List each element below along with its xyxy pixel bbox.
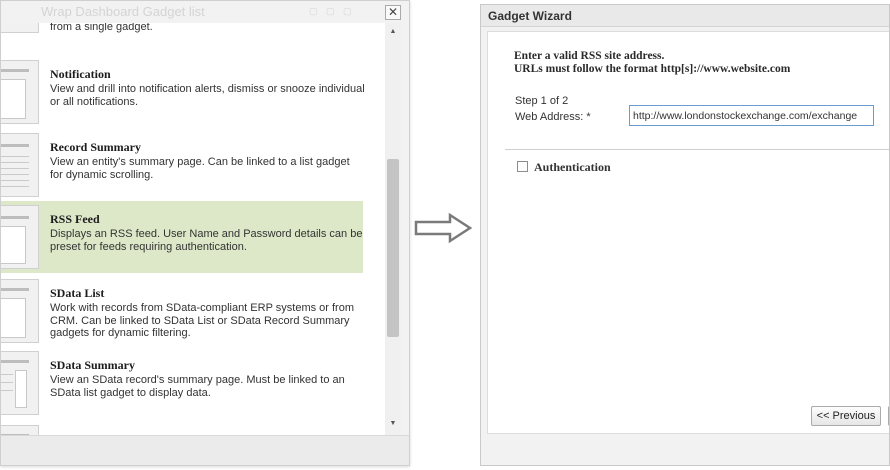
list-item[interactable] xyxy=(1,419,363,435)
gadget-description: from a single gadget. xyxy=(50,23,153,33)
wizard-instructions xyxy=(514,50,790,76)
gallery-footer xyxy=(1,435,410,466)
list-item[interactable] xyxy=(1,275,363,347)
list-item[interactable] xyxy=(1,129,363,201)
scroll-down-icon[interactable]: ▼ xyxy=(389,420,397,427)
wizard-titlebar xyxy=(481,5,890,27)
web-address-label: Web Address: * xyxy=(515,111,591,123)
gadget-gallery-window xyxy=(0,0,410,466)
gadget-description: Work with records from SData-compliant ERP systems or from CRM. Can be linked to SData List or SData Record Summary gadgets for dynamic filtering. xyxy=(50,302,355,339)
list-item[interactable] xyxy=(1,23,363,35)
gadget-title: SData List xyxy=(50,286,105,300)
instruction-line: Enter a valid RSS site address. xyxy=(514,50,665,62)
gadget-description: View an SData record's summary page. Must be linked to an SData list gadget to display data. xyxy=(50,374,345,399)
gadget-thumbnail xyxy=(1,23,39,33)
right-arrow-icon xyxy=(414,212,474,244)
gadget-title: RSS Feed xyxy=(50,212,100,226)
gadget-thumbnail xyxy=(1,351,39,415)
section-divider xyxy=(505,149,890,150)
authentication-label[interactable]: Authentication xyxy=(534,160,611,174)
gadget-description: View an entity's summary page. Can be linked to a list gadget for dynamic scrolling. xyxy=(50,156,350,181)
instruction-line: URLs must follow the format http[s]://www.website.com xyxy=(514,63,791,75)
wizard-body xyxy=(487,31,890,434)
gadget-title: Notification xyxy=(50,67,111,81)
gadget-thumbnail xyxy=(1,279,39,343)
gadget-description: View and drill into notification alerts, dismiss or snooze individual or all notifications. xyxy=(50,83,365,108)
gallery-scrollbar[interactable] xyxy=(385,23,401,435)
wizard-title: Gadget Wizard xyxy=(488,9,572,23)
list-item-rss-feed[interactable] xyxy=(1,201,363,273)
web-address-input[interactable] xyxy=(629,105,874,126)
list-item[interactable] xyxy=(1,347,363,419)
previous-button[interactable]: << Previous xyxy=(811,406,881,426)
close-button[interactable]: ✕ xyxy=(385,5,401,20)
gadget-list xyxy=(1,23,385,435)
gadget-title: SData Summary xyxy=(50,358,136,372)
gadget-description: Displays an RSS feed. User Name and Password details can be preset for feeds requiring authentication. xyxy=(50,228,363,253)
scroll-up-icon[interactable]: ▲ xyxy=(389,28,397,35)
gadget-wizard-window xyxy=(480,4,890,466)
list-item[interactable] xyxy=(1,56,363,128)
gadget-thumbnail xyxy=(1,425,39,435)
authentication-checkbox[interactable] xyxy=(517,161,528,172)
gadget-thumbnail xyxy=(1,205,39,269)
gadget-thumbnail xyxy=(1,133,39,197)
gallery-title: Wrap Dashboard Gadget list xyxy=(41,4,205,19)
gallery-titlebar xyxy=(1,1,410,23)
gadget-thumbnail xyxy=(1,60,39,124)
window-controls: ▢ ▢ ▢ xyxy=(309,6,355,16)
scroll-thumb[interactable] xyxy=(387,159,399,337)
gadget-title: Record Summary xyxy=(50,140,141,154)
step-indicator: Step 1 of 2 xyxy=(515,95,569,107)
